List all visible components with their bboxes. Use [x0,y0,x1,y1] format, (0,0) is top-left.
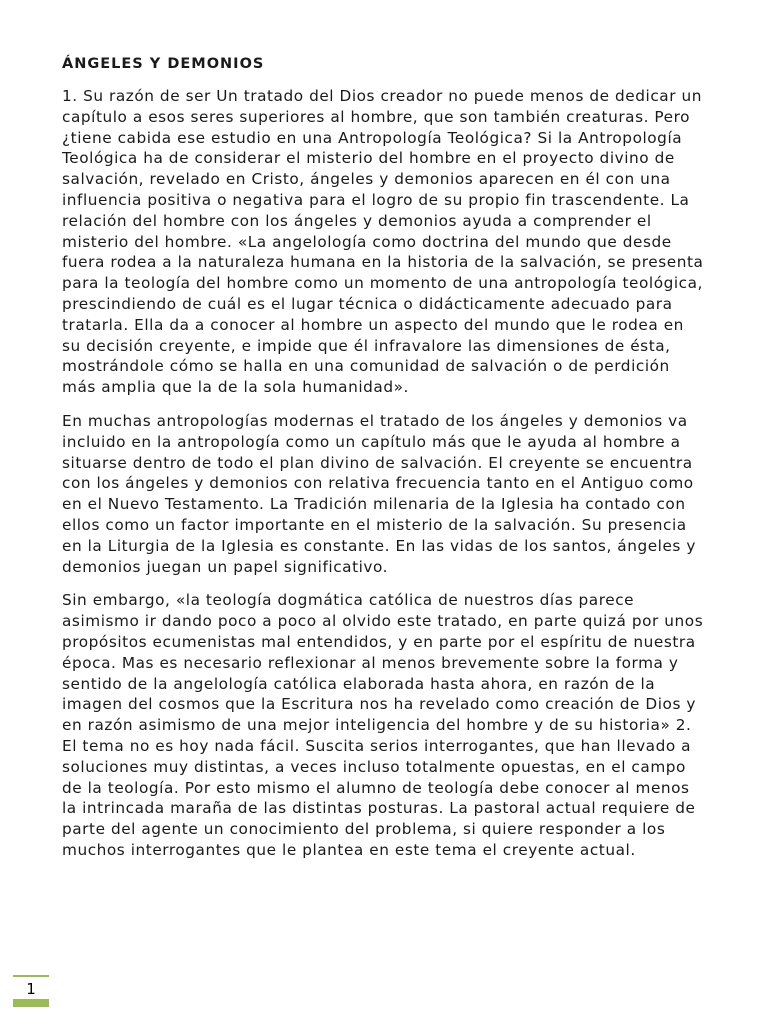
paragraph-2: En muchas antropologías modernas el tratado de los ángeles y demonios va incluido en la antropología como un capítulo más que le ayuda al hombre a situarse dentro de todo el plan divino de salvación. El creyente se encuentra con los ángeles y demonios con relativa frecuencia tanto en el Antiguo como en el Nuevo Testamento. La Tradición milenaria de la Iglesia ha contado con ellos como un factor importante en el misterio de la salvación. Su presencia en la Liturgia de la Iglesia es constante. En las vidas de los santos, ángeles y demonios juegan un papel significativo. [62,411,696,576]
footer-top-rule [13,975,49,977]
document-body [62,54,708,874]
page-number: 1 [26,980,36,998]
document-title: ÁNGELES Y DEMONIOS [62,56,265,72]
paragraph-1: 1. Su razón de ser Un tratado del Dios creador no puede menos de dedicar un capítulo a esos seres superiores al hombre, que son también creaturas. Pero ¿tiene cabida ese estudio en una Antropología Teológica? Si la Antropología Teológica ha de considerar el misterio del hombre en el proyecto divino de salvación, revelado en Cristo, ángeles y demonios aparecen en él con una influencia positiva o negativa para el logro de su propio fin trascendente. La relación del hombre con los ángeles y demonios ayuda a comprender el misterio del hombre. «La angelología como doctrina del mundo que desde fuera rodea a la naturaleza humana en la historia de la salvación, se presenta para la teología del hombre como un momento de una antropología teológica, prescindiendo de cuál es el lugar técnica o didácticamente adecuado para tratarla. Ella da a conocer al hombre un aspecto del mundo que le rodea en su decisión creyente, e impide que él infravalore las dimensiones de ésta, mostrándole cómo se halla en una comunidad de salvación o de perdición más amplia que la de la sola humanidad». [62,87,704,397]
page-footer [13,975,49,1007]
footer-accent-bar [13,999,49,1007]
paragraph-3: Sin embargo, «la teología dogmática católica de nuestros días parece asimismo ir dando poco a poco al olvido este tratado, en parte quizá por unos propósitos ecumenistas mal entendidos, y en parte por el espíritu de nuestra época. Mas es necesario reflexionar al menos brevemente sobre la forma y sentido de la angelología católica elaborada hasta ahora, en razón de la imagen del cosmos que la Escritura nos ha revelado como creación de Dios y en razón asimismo de una mejor inteligencia del hombre y de su historia» 2. El tema no es hoy nada fácil. Suscita serios interrogantes, que han llevado a soluciones muy distintas, a veces incluso totalmente opuestas, en el campo de la teología. Por esto mismo el alumno de teología debe conocer al menos la intrincada maraña de las distintas posturas. La pastoral actual requiere de parte del agente un conocimiento del problema, si quiere responder a los muchos interrogantes que le plantea en este tema el creyente actual. [62,591,704,859]
